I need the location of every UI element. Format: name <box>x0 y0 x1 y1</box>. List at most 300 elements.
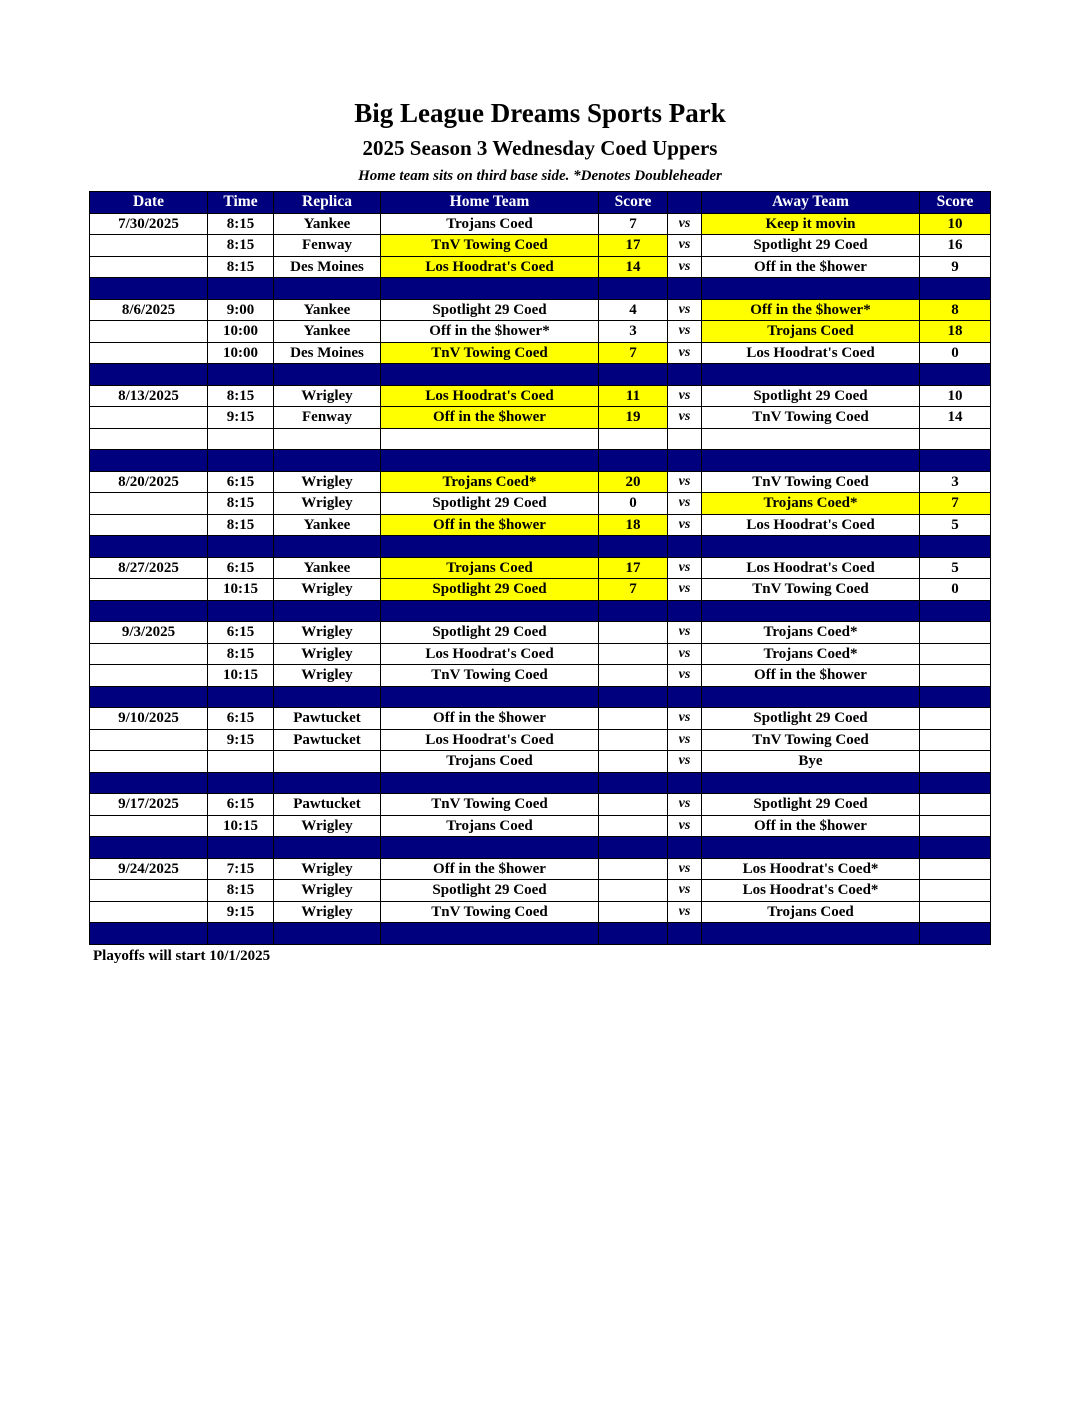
cell-date <box>90 815 208 837</box>
cell-date <box>90 686 208 708</box>
cell-time: 6:15 <box>208 794 274 816</box>
cell-vs: vs <box>668 579 702 601</box>
cell-home-team <box>381 837 599 859</box>
table-row <box>90 256 991 278</box>
cell-date <box>90 837 208 859</box>
table-row <box>90 643 991 665</box>
cell-home-score <box>599 772 668 794</box>
cell-home-team: TnV Towing Coed <box>381 665 599 687</box>
cell-home-team: Trojans Coed* <box>381 471 599 493</box>
cell-vs: vs <box>668 643 702 665</box>
table-row <box>90 407 991 429</box>
cell-time: 10:00 <box>208 321 274 343</box>
cell-away-team: TnV Towing Coed <box>702 729 920 751</box>
cell-home-score <box>599 686 668 708</box>
cell-away-team: Trojans Coed* <box>702 643 920 665</box>
cell-replica: Wrigley <box>274 622 381 644</box>
cell-home-team <box>381 364 599 386</box>
cell-home-score: 18 <box>599 514 668 536</box>
cell-away-score: 16 <box>920 235 991 257</box>
cell-home-team: Off in the $hower <box>381 858 599 880</box>
cell-away-score <box>920 751 991 773</box>
cell-time: 7:15 <box>208 858 274 880</box>
cell-replica: Des Moines <box>274 342 381 364</box>
separator-row <box>90 364 991 386</box>
cell-date <box>90 772 208 794</box>
cell-home-score: 7 <box>599 342 668 364</box>
cell-away-team: Spotlight 29 Coed <box>702 794 920 816</box>
table-row <box>90 708 991 730</box>
separator-row <box>90 686 991 708</box>
cell-home-score: 19 <box>599 407 668 429</box>
cell-vs <box>668 923 702 945</box>
cell-replica: Fenway <box>274 407 381 429</box>
cell-time: 9:15 <box>208 407 274 429</box>
cell-away-team <box>702 364 920 386</box>
header-vs <box>668 192 702 214</box>
cell-away-score: 3 <box>920 471 991 493</box>
schedule-table <box>89 191 991 945</box>
cell-vs <box>668 536 702 558</box>
cell-away-score <box>920 643 991 665</box>
cell-away-team: TnV Towing Coed <box>702 407 920 429</box>
cell-vs: vs <box>668 493 702 515</box>
cell-home-score: 4 <box>599 299 668 321</box>
cell-replica: Yankee <box>274 299 381 321</box>
cell-vs: vs <box>668 794 702 816</box>
cell-date: 8/20/2025 <box>90 471 208 493</box>
cell-time: 8:15 <box>208 880 274 902</box>
cell-away-team: Spotlight 29 Coed <box>702 235 920 257</box>
cell-away-score: 0 <box>920 342 991 364</box>
cell-home-team <box>381 772 599 794</box>
cell-away-team: Trojans Coed* <box>702 493 920 515</box>
cell-away-score <box>920 729 991 751</box>
cell-replica <box>274 923 381 945</box>
cell-time: 8:15 <box>208 493 274 515</box>
cell-time: 10:15 <box>208 579 274 601</box>
schedule-note: Home team sits on third base side. *Denotes Doubleheader <box>358 168 722 184</box>
cell-vs: vs <box>668 342 702 364</box>
cell-vs: vs <box>668 880 702 902</box>
cell-home-score <box>599 708 668 730</box>
cell-time: 8:15 <box>208 213 274 235</box>
cell-replica <box>274 837 381 859</box>
cell-vs <box>668 428 702 450</box>
cell-replica: Wrigley <box>274 471 381 493</box>
cell-home-score <box>599 428 668 450</box>
cell-home-team: Trojans Coed <box>381 557 599 579</box>
cell-away-team: Off in the $hower <box>702 815 920 837</box>
cell-replica: Yankee <box>274 557 381 579</box>
cell-away-team: Los Hoodrat's Coed <box>702 514 920 536</box>
cell-home-team: Los Hoodrat's Coed <box>381 729 599 751</box>
cell-home-score <box>599 364 668 386</box>
header-time: Time <box>208 192 274 214</box>
cell-vs <box>668 364 702 386</box>
table-row <box>90 622 991 644</box>
cell-time: 8:15 <box>208 514 274 536</box>
cell-home-score <box>599 751 668 773</box>
cell-replica <box>274 600 381 622</box>
cell-away-team: Off in the $hower <box>702 665 920 687</box>
schedule-body <box>90 213 991 944</box>
cell-away-team: Keep it movin <box>702 213 920 235</box>
cell-home-team <box>381 428 599 450</box>
cell-vs: vs <box>668 751 702 773</box>
cell-away-score <box>920 364 991 386</box>
table-row <box>90 751 991 773</box>
cell-home-team: TnV Towing Coed <box>381 794 599 816</box>
cell-time: 10:15 <box>208 665 274 687</box>
cell-home-team: Spotlight 29 Coed <box>381 622 599 644</box>
cell-replica <box>274 772 381 794</box>
cell-away-score <box>920 622 991 644</box>
cell-away-score: 18 <box>920 321 991 343</box>
cell-home-team: TnV Towing Coed <box>381 235 599 257</box>
table-row <box>90 471 991 493</box>
cell-vs: vs <box>668 815 702 837</box>
cell-date <box>90 321 208 343</box>
cell-away-score <box>920 450 991 472</box>
cell-away-score <box>920 794 991 816</box>
table-row <box>90 299 991 321</box>
cell-home-team <box>381 536 599 558</box>
table-row <box>90 385 991 407</box>
cell-away-team <box>702 923 920 945</box>
cell-away-team <box>702 837 920 859</box>
cell-vs: vs <box>668 321 702 343</box>
cell-away-team: Los Hoodrat's Coed <box>702 557 920 579</box>
cell-vs: vs <box>668 256 702 278</box>
cell-date <box>90 536 208 558</box>
page-subtitle: 2025 Season 3 Wednesday Coed Uppers <box>362 136 718 160</box>
header-date: Date <box>90 192 208 214</box>
cell-time: 9:15 <box>208 729 274 751</box>
cell-home-score <box>599 794 668 816</box>
cell-date: 9/24/2025 <box>90 858 208 880</box>
cell-home-score <box>599 278 668 300</box>
cell-away-team: Los Hoodrat's Coed* <box>702 858 920 880</box>
cell-home-team: Trojans Coed <box>381 815 599 837</box>
table-row <box>90 213 991 235</box>
cell-vs: vs <box>668 729 702 751</box>
cell-date: 7/30/2025 <box>90 213 208 235</box>
header-row <box>90 192 991 214</box>
cell-home-team: Off in the $hower* <box>381 321 599 343</box>
cell-home-score: 11 <box>599 385 668 407</box>
cell-home-team: Spotlight 29 Coed <box>381 880 599 902</box>
cell-date: 8/13/2025 <box>90 385 208 407</box>
cell-vs <box>668 837 702 859</box>
cell-replica <box>274 536 381 558</box>
cell-away-score <box>920 428 991 450</box>
cell-away-score: 10 <box>920 213 991 235</box>
cell-time: 8:15 <box>208 385 274 407</box>
cell-away-score <box>920 772 991 794</box>
table-row <box>90 858 991 880</box>
separator-row <box>90 450 991 472</box>
cell-vs <box>668 450 702 472</box>
separator-row <box>90 600 991 622</box>
cell-vs: vs <box>668 858 702 880</box>
cell-away-score <box>920 815 991 837</box>
cell-vs <box>668 772 702 794</box>
header-home-team: Home Team <box>381 192 599 214</box>
cell-away-score <box>920 837 991 859</box>
cell-home-score <box>599 643 668 665</box>
cell-away-team <box>702 772 920 794</box>
cell-time: 8:15 <box>208 643 274 665</box>
cell-replica: Fenway <box>274 235 381 257</box>
page-title: Big League Dreams Sports Park <box>354 98 726 128</box>
cell-away-score <box>920 923 991 945</box>
cell-away-team <box>702 686 920 708</box>
cell-away-team: Bye <box>702 751 920 773</box>
cell-time: 10:15 <box>208 815 274 837</box>
cell-away-score <box>920 901 991 923</box>
separator-row <box>90 772 991 794</box>
cell-away-team <box>702 428 920 450</box>
cell-replica: Pawtucket <box>274 708 381 730</box>
playoffs-note: Playoffs will start 10/1/2025 <box>93 948 271 964</box>
cell-home-score <box>599 901 668 923</box>
cell-away-team <box>702 450 920 472</box>
cell-time <box>208 536 274 558</box>
cell-date <box>90 923 208 945</box>
table-row <box>90 557 991 579</box>
cell-home-team <box>381 278 599 300</box>
cell-home-team: Off in the $hower <box>381 407 599 429</box>
table-row <box>90 901 991 923</box>
cell-replica <box>274 278 381 300</box>
cell-away-team: TnV Towing Coed <box>702 471 920 493</box>
cell-vs: vs <box>668 213 702 235</box>
cell-date <box>90 342 208 364</box>
cell-away-team <box>702 536 920 558</box>
table-row <box>90 880 991 902</box>
cell-replica: Yankee <box>274 514 381 536</box>
cell-date <box>90 278 208 300</box>
cell-home-team: Los Hoodrat's Coed <box>381 385 599 407</box>
cell-home-team: Spotlight 29 Coed <box>381 493 599 515</box>
cell-away-team <box>702 278 920 300</box>
cell-home-score: 0 <box>599 493 668 515</box>
cell-date <box>90 751 208 773</box>
cell-away-score <box>920 686 991 708</box>
cell-date <box>90 428 208 450</box>
cell-away-team: TnV Towing Coed <box>702 579 920 601</box>
cell-away-team: Los Hoodrat's Coed* <box>702 880 920 902</box>
cell-replica: Des Moines <box>274 256 381 278</box>
cell-vs <box>668 686 702 708</box>
cell-away-score <box>920 708 991 730</box>
cell-time: 6:15 <box>208 708 274 730</box>
cell-home-score <box>599 858 668 880</box>
cell-away-score <box>920 858 991 880</box>
cell-vs: vs <box>668 299 702 321</box>
cell-vs: vs <box>668 901 702 923</box>
cell-vs: vs <box>668 557 702 579</box>
cell-date <box>90 256 208 278</box>
cell-date: 9/17/2025 <box>90 794 208 816</box>
cell-vs <box>668 600 702 622</box>
cell-home-team: TnV Towing Coed <box>381 901 599 923</box>
cell-time <box>208 837 274 859</box>
cell-time <box>208 751 274 773</box>
cell-time: 6:15 <box>208 622 274 644</box>
cell-away-score: 0 <box>920 579 991 601</box>
cell-time: 10:00 <box>208 342 274 364</box>
cell-replica: Yankee <box>274 321 381 343</box>
cell-away-score <box>920 536 991 558</box>
cell-away-score: 14 <box>920 407 991 429</box>
cell-home-score: 17 <box>599 235 668 257</box>
cell-vs: vs <box>668 708 702 730</box>
table-row <box>90 815 991 837</box>
cell-date <box>90 235 208 257</box>
cell-away-team: Trojans Coed <box>702 901 920 923</box>
cell-away-score: 5 <box>920 557 991 579</box>
cell-away-team: Spotlight 29 Coed <box>702 385 920 407</box>
cell-date <box>90 493 208 515</box>
table-row <box>90 665 991 687</box>
cell-away-score <box>920 600 991 622</box>
cell-away-team: Los Hoodrat's Coed <box>702 342 920 364</box>
cell-time: 9:15 <box>208 901 274 923</box>
cell-replica: Pawtucket <box>274 729 381 751</box>
cell-home-score: 14 <box>599 256 668 278</box>
cell-home-score: 17 <box>599 557 668 579</box>
cell-time <box>208 686 274 708</box>
cell-home-score <box>599 450 668 472</box>
cell-date <box>90 450 208 472</box>
cell-date <box>90 729 208 751</box>
separator-row <box>90 278 991 300</box>
cell-time <box>208 923 274 945</box>
cell-vs <box>668 278 702 300</box>
cell-home-team <box>381 600 599 622</box>
cell-date <box>90 600 208 622</box>
cell-home-score <box>599 665 668 687</box>
cell-vs: vs <box>668 471 702 493</box>
table-row <box>90 342 991 364</box>
cell-home-team: Trojans Coed <box>381 751 599 773</box>
cell-away-score: 9 <box>920 256 991 278</box>
cell-date <box>90 643 208 665</box>
cell-home-team <box>381 450 599 472</box>
table-row <box>90 321 991 343</box>
cell-vs: vs <box>668 622 702 644</box>
cell-vs: vs <box>668 235 702 257</box>
cell-home-team: Trojans Coed <box>381 213 599 235</box>
table-row <box>90 794 991 816</box>
cell-date <box>90 579 208 601</box>
cell-time <box>208 450 274 472</box>
cell-away-score: 5 <box>920 514 991 536</box>
cell-time: 8:15 <box>208 235 274 257</box>
cell-vs: vs <box>668 665 702 687</box>
cell-home-score <box>599 622 668 644</box>
cell-home-team: Spotlight 29 Coed <box>381 299 599 321</box>
cell-away-score: 8 <box>920 299 991 321</box>
cell-date: 9/3/2025 <box>90 622 208 644</box>
cell-away-team: Off in the $hower* <box>702 299 920 321</box>
cell-away-score <box>920 880 991 902</box>
separator-row <box>90 923 991 945</box>
cell-replica <box>274 751 381 773</box>
table-row <box>90 235 991 257</box>
cell-away-score <box>920 665 991 687</box>
cell-away-team: Trojans Coed <box>702 321 920 343</box>
cell-home-team: Los Hoodrat's Coed <box>381 643 599 665</box>
cell-replica <box>274 450 381 472</box>
cell-date <box>90 901 208 923</box>
cell-away-score: 10 <box>920 385 991 407</box>
cell-time: 6:15 <box>208 471 274 493</box>
cell-date <box>90 514 208 536</box>
cell-away-team <box>702 600 920 622</box>
cell-replica: Wrigley <box>274 665 381 687</box>
cell-home-score <box>599 536 668 558</box>
blank-row <box>90 428 991 450</box>
cell-time <box>208 772 274 794</box>
cell-home-score <box>599 880 668 902</box>
cell-replica: Wrigley <box>274 643 381 665</box>
cell-date <box>90 665 208 687</box>
cell-replica: Pawtucket <box>274 794 381 816</box>
cell-date: 8/27/2025 <box>90 557 208 579</box>
cell-home-team: Spotlight 29 Coed <box>381 579 599 601</box>
cell-away-team: Spotlight 29 Coed <box>702 708 920 730</box>
cell-replica <box>274 686 381 708</box>
cell-home-team: Off in the $hower <box>381 708 599 730</box>
table-row <box>90 579 991 601</box>
cell-home-score: 7 <box>599 213 668 235</box>
cell-date: 9/10/2025 <box>90 708 208 730</box>
header-replica: Replica <box>274 192 381 214</box>
cell-time <box>208 364 274 386</box>
cell-date <box>90 364 208 386</box>
cell-replica: Wrigley <box>274 880 381 902</box>
cell-home-team: Off in the $hower <box>381 514 599 536</box>
cell-home-score: 3 <box>599 321 668 343</box>
cell-home-score <box>599 815 668 837</box>
cell-vs: vs <box>668 407 702 429</box>
cell-home-team: TnV Towing Coed <box>381 342 599 364</box>
cell-replica: Wrigley <box>274 493 381 515</box>
cell-vs: vs <box>668 514 702 536</box>
cell-replica: Wrigley <box>274 901 381 923</box>
cell-away-score <box>920 278 991 300</box>
separator-row <box>90 837 991 859</box>
cell-home-score: 20 <box>599 471 668 493</box>
cell-home-score <box>599 923 668 945</box>
cell-date: 8/6/2025 <box>90 299 208 321</box>
cell-away-team: Trojans Coed* <box>702 622 920 644</box>
cell-time: 6:15 <box>208 557 274 579</box>
cell-replica: Wrigley <box>274 815 381 837</box>
cell-replica <box>274 364 381 386</box>
cell-home-score: 7 <box>599 579 668 601</box>
cell-time <box>208 600 274 622</box>
separator-row <box>90 536 991 558</box>
table-row <box>90 514 991 536</box>
cell-date <box>90 407 208 429</box>
header-home-score: Score <box>599 192 668 214</box>
cell-time: 8:15 <box>208 256 274 278</box>
cell-time <box>208 428 274 450</box>
